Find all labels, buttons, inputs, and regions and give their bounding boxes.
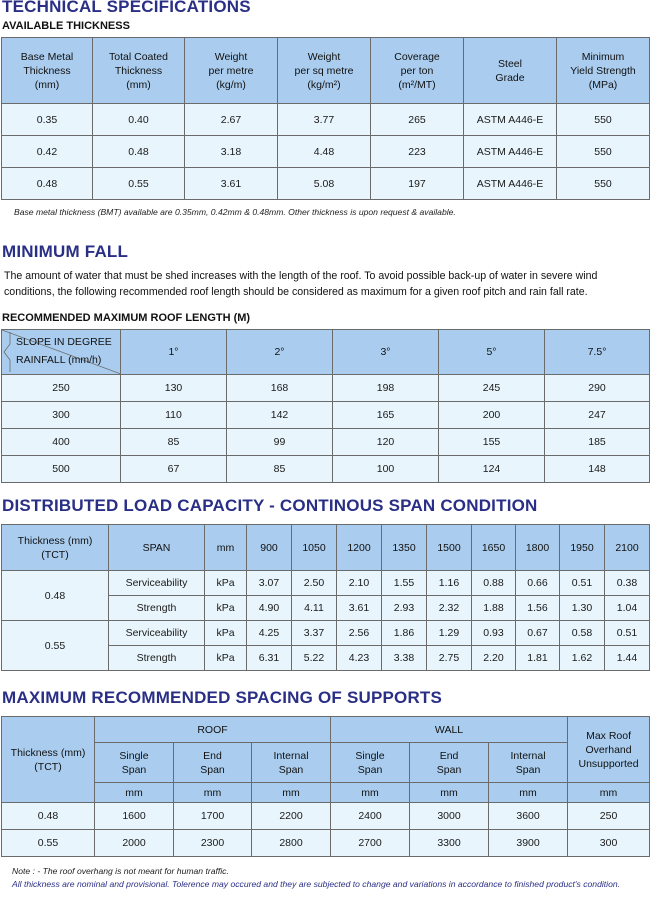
table-cell: 3600 [489, 803, 568, 830]
unit-cell: kPa [205, 596, 247, 621]
thickness-cell: 0.48 [2, 571, 109, 621]
table-cell: 0.51 [560, 571, 605, 596]
table-cell: 2000 [95, 830, 174, 857]
table-cell: 1.16 [427, 571, 472, 596]
table-cell: 155 [439, 429, 545, 456]
table-row [2, 375, 650, 402]
header-roof: ROOF [95, 717, 331, 743]
table-cell: 1.29 [427, 621, 472, 646]
table-cell: 1.30 [560, 596, 605, 621]
table-cell: ASTM A446-E [464, 104, 557, 136]
table-cell: 4.23 [337, 646, 382, 671]
header-weight-per-metre: Weight per metre (kg/m) [185, 38, 278, 104]
table-row [2, 429, 650, 456]
table-cell: 165 [333, 402, 439, 429]
table-cell: 0.66 [516, 571, 560, 596]
table-cell: 0.42 [2, 136, 93, 168]
load-type-cell: Strength [109, 646, 205, 671]
table-cell: 550 [557, 136, 650, 168]
load-type-cell: Serviceability [109, 571, 205, 596]
table-cell: 1.56 [516, 596, 560, 621]
table-cell: 4.48 [278, 136, 371, 168]
load-capacity-table [1, 524, 650, 671]
table-cell: 2.67 [185, 104, 278, 136]
header-weight-per-sq-metre: Weight per sq metre (kg/m²) [278, 38, 371, 104]
span-header: 1950 [560, 525, 605, 571]
table-cell: 0.38 [605, 571, 650, 596]
table-cell: 120 [333, 429, 439, 456]
table-cell: 1.04 [605, 596, 650, 621]
table-cell: 0.51 [605, 621, 650, 646]
table-row [2, 456, 650, 483]
table-cell: 200 [439, 402, 545, 429]
header-roof-internal-span: Internal Span [252, 743, 331, 783]
table-cell: ASTM A446-E [464, 168, 557, 200]
table-cell: ASTM A446-E [464, 136, 557, 168]
table-cell: 4.11 [292, 596, 337, 621]
table-row [2, 621, 650, 646]
thickness-cell: 0.55 [2, 621, 109, 671]
minimum-fall-paragraph: The amount of water that must be shed increases with the length of the roof. To avoid possible back-up of water in severe wind conditions, the following recommended roof length should be considered as maximum for a given roof pitch and rain fall rate. [4, 270, 598, 298]
table-cell: 290 [545, 375, 650, 402]
unit-cell: kPa [205, 646, 247, 671]
bmt-note: Base metal thickness (BMT) available are 0.35mm, 0.42mm & 0.48mm. Other thickness is upon request & available. [14, 207, 456, 217]
table-cell: 1.88 [472, 596, 516, 621]
header-max-overhang: Max Roof Overhand Unsupported [568, 717, 650, 783]
span-header: 1050 [292, 525, 337, 571]
unit-header: mm [489, 783, 568, 803]
load-type-cell: Serviceability [109, 621, 205, 646]
header-unit: mm [205, 525, 247, 571]
table-row [2, 402, 650, 429]
slope-header: 1° [121, 330, 227, 375]
table-cell: 0.88 [472, 571, 516, 596]
table-cell: 550 [557, 168, 650, 200]
rainfall-cell: 400 [2, 429, 121, 456]
span-header: 1350 [382, 525, 427, 571]
span-header: 900 [247, 525, 292, 571]
table-cell: 2.75 [427, 646, 472, 671]
header-thickness: Thickness (mm) (TCT) [2, 525, 109, 571]
table-cell: 3.37 [292, 621, 337, 646]
table-cell: 148 [545, 456, 650, 483]
minimum-fall-title: MINIMUM FALL [2, 242, 129, 261]
table-cell: 67 [121, 456, 227, 483]
table-cell: 2.50 [292, 571, 337, 596]
table-cell: 99 [227, 429, 333, 456]
table-cell: 265 [371, 104, 464, 136]
slope-header: 3° [333, 330, 439, 375]
table-cell: 2300 [174, 830, 252, 857]
header-steel-grade: Steel Grade [464, 38, 557, 104]
unit-cell: kPa [205, 621, 247, 646]
table-cell: 185 [545, 429, 650, 456]
table-cell: 100 [333, 456, 439, 483]
rainfall-cell: 300 [2, 402, 121, 429]
header-span: SPAN [109, 525, 205, 571]
table-cell: 250 [568, 803, 650, 830]
load-type-cell: Strength [109, 596, 205, 621]
table-cell: 5.22 [292, 646, 337, 671]
table-cell: 0.48 [2, 168, 93, 200]
header-wall-single-span: Single Span [331, 743, 410, 783]
table-cell: 3.77 [278, 104, 371, 136]
roof-length-table [1, 329, 650, 483]
table-cell: 1600 [95, 803, 174, 830]
table-cell: 1.62 [560, 646, 605, 671]
table-row [2, 803, 650, 830]
table-cell: 1.81 [516, 646, 560, 671]
header-wall-end-span: End Span [410, 743, 489, 783]
header-base-metal-thickness: Base Metal Thickness (mm) [2, 38, 93, 104]
table-cell: 3300 [410, 830, 489, 857]
table-cell: 85 [121, 429, 227, 456]
table-cell: 2.32 [427, 596, 472, 621]
thickness-cell: 0.48 [2, 803, 95, 830]
table-cell: 2200 [252, 803, 331, 830]
table-cell: 0.55 [93, 168, 185, 200]
slope-rainfall-corner [2, 330, 121, 375]
span-header: 1500 [427, 525, 472, 571]
table-cell: 4.90 [247, 596, 292, 621]
span-header: 1800 [516, 525, 560, 571]
header-roof-end-span: End Span [174, 743, 252, 783]
available-thickness-subtitle: AVAILABLE THICKNESS [2, 20, 130, 32]
table-row [2, 168, 650, 200]
header-thickness: Thickness (mm) (TCT) [2, 717, 95, 803]
table-cell: 2.93 [382, 596, 427, 621]
rainfall-cell: 250 [2, 375, 121, 402]
table-cell: 130 [121, 375, 227, 402]
table-cell: 3000 [410, 803, 489, 830]
table-cell: 0.35 [2, 104, 93, 136]
table-cell: 0.58 [560, 621, 605, 646]
table-cell: 2400 [331, 803, 410, 830]
header-coverage-per-ton: Coverage per ton (m²/MT) [371, 38, 464, 104]
span-header: 1200 [337, 525, 382, 571]
unit-header: mm [174, 783, 252, 803]
table-cell: 110 [121, 402, 227, 429]
table-cell: 3.38 [382, 646, 427, 671]
slope-header: 7.5° [545, 330, 650, 375]
tolerance-note: All thickness are nominal and provisional. Tolerence may occured and they are subjected to change and variations in accordance to finished product's condition. [12, 879, 621, 889]
unit-header: mm [410, 783, 489, 803]
table-cell: 245 [439, 375, 545, 402]
table-cell: 198 [333, 375, 439, 402]
table-row [2, 104, 650, 136]
slope-degree-label: SLOPE IN DEGREE [16, 336, 112, 348]
table-cell: 5.08 [278, 168, 371, 200]
table-cell: 2700 [331, 830, 410, 857]
table-cell: 550 [557, 104, 650, 136]
header-wall: WALL [331, 717, 568, 743]
table-cell: 0.93 [472, 621, 516, 646]
unit-header: mm [252, 783, 331, 803]
span-header: 2100 [605, 525, 650, 571]
table-row [2, 136, 650, 168]
table-cell: 6.31 [247, 646, 292, 671]
tech-spec-title: TECHNICAL SPECIFICATIONS [2, 0, 251, 16]
table-cell: 0.48 [93, 136, 185, 168]
table-cell: 0.40 [93, 104, 185, 136]
table-cell: 1.86 [382, 621, 427, 646]
slope-header: 2° [227, 330, 333, 375]
table-cell: 124 [439, 456, 545, 483]
table-cell: 168 [227, 375, 333, 402]
load-capacity-title: DISTRIBUTED LOAD CAPACITY - CONTINOUS SPAN CONDITION [2, 496, 538, 515]
table-cell: 2.20 [472, 646, 516, 671]
table-cell: 1.44 [605, 646, 650, 671]
thickness-cell: 0.55 [2, 830, 95, 857]
header-wall-internal-span: Internal Span [489, 743, 568, 783]
table-cell: 197 [371, 168, 464, 200]
table-cell: 3.18 [185, 136, 278, 168]
unit-header: mm [95, 783, 174, 803]
available-thickness-table [1, 37, 650, 200]
table-cell: 85 [227, 456, 333, 483]
rainfall-label: RAINFALL (mm/h) [16, 354, 102, 366]
roof-length-subtitle: RECOMMENDED MAXIMUM ROOF LENGTH (M) [2, 312, 251, 324]
slope-header: 5° [439, 330, 545, 375]
support-spacing-table [1, 716, 650, 857]
table-cell: 2.10 [337, 571, 382, 596]
table-cell: 3.61 [185, 168, 278, 200]
table-cell: 3900 [489, 830, 568, 857]
table-cell: 2.56 [337, 621, 382, 646]
table-cell: 1.55 [382, 571, 427, 596]
spacing-title: MAXIMUM RECOMMENDED SPACING OF SUPPORTS [2, 688, 443, 707]
table-row [2, 571, 650, 596]
table-cell: 247 [545, 402, 650, 429]
header-min-yield-strength: Minimum Yield Strength (MPa) [557, 38, 650, 104]
table-cell: 142 [227, 402, 333, 429]
rainfall-cell: 500 [2, 456, 121, 483]
header-total-coated-thickness: Total Coated Thickness (mm) [93, 38, 185, 104]
unit-cell: kPa [205, 571, 247, 596]
table-cell: 223 [371, 136, 464, 168]
unit-header: mm [568, 783, 650, 803]
table-cell: 1700 [174, 803, 252, 830]
table-cell: 4.25 [247, 621, 292, 646]
table-cell: 0.67 [516, 621, 560, 646]
overhang-note: Note : - The roof overhang is not meant for human traffic. [12, 866, 229, 876]
header-roof-single-span: Single Span [95, 743, 174, 783]
unit-header: mm [331, 783, 410, 803]
table-row [2, 830, 650, 857]
table-cell: 300 [568, 830, 650, 857]
table-cell: 2800 [252, 830, 331, 857]
table-cell: 3.61 [337, 596, 382, 621]
table-cell: 3.07 [247, 571, 292, 596]
span-header: 1650 [472, 525, 516, 571]
